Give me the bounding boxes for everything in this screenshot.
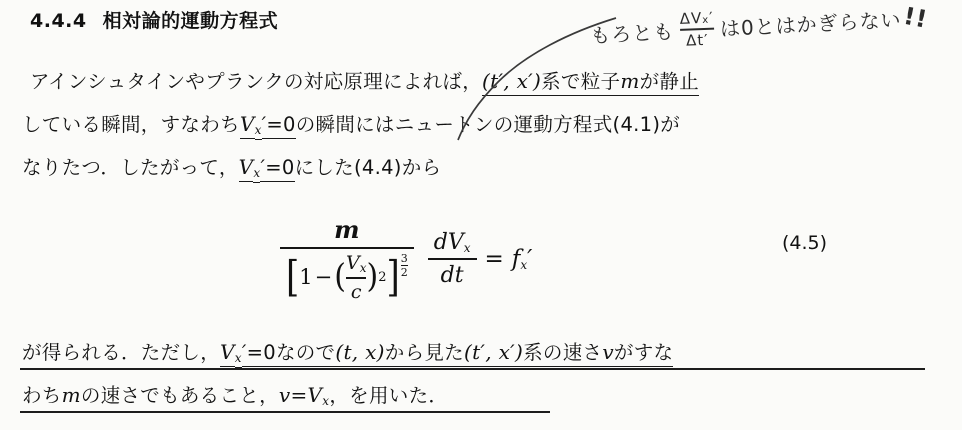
- derivative-d: d: [433, 229, 448, 255]
- p1l2-ref: (4.1): [612, 113, 661, 136]
- p1l2-var-V: V: [240, 112, 255, 139]
- ratio-V: V: [345, 252, 360, 274]
- ratio-numerator: [346, 252, 367, 275]
- p2l1-text-d: なので: [276, 341, 335, 367]
- p1l3-eqzero: =0: [265, 156, 294, 182]
- annotation-frac-numerator: [679, 9, 713, 28]
- p1l3-var-sub: x: [253, 166, 260, 183]
- p1l3-var-V: V: [239, 155, 254, 182]
- p1l3-ref: (4.4): [353, 156, 402, 179]
- p2l1-var-prime: ′: [242, 341, 247, 367]
- annotation-frac-num-sub: x: [702, 14, 710, 27]
- paragraph1-line1: [30, 66, 699, 94]
- handwritten-annotation: [589, 0, 928, 54]
- p2l1-var-sub: x: [235, 351, 242, 368]
- p1l1-text-a: アインシュタインやプランクの対応原理によれば，: [30, 70, 482, 93]
- ratio-V-sub: x: [359, 261, 367, 275]
- p2l1-speed-v: v: [602, 340, 614, 367]
- p1l2-var-sub: x: [255, 123, 262, 140]
- p2l2-text-a: わち: [22, 384, 62, 407]
- minus-sign: −: [314, 265, 333, 290]
- p1l2-eqzero: =0: [266, 113, 295, 139]
- p2l2-mass: m: [61, 383, 81, 407]
- p1l3-var-prime: ′: [260, 156, 265, 182]
- p1l2-text-f: が: [660, 113, 681, 136]
- p2l2-relation-sub: x: [322, 394, 330, 408]
- p1l3-text-f: から: [401, 156, 442, 179]
- p1l1-mass: m: [620, 69, 639, 96]
- annotation-frac-num-text: ΔV: [679, 9, 703, 28]
- equation-denominator: [280, 252, 414, 303]
- equals-sign: =: [484, 245, 504, 272]
- exponent-denominator: 2: [400, 265, 408, 279]
- p2l1-coords-primed: (t′, x′): [464, 340, 523, 367]
- derivative-V-sub: x: [463, 240, 471, 255]
- annotation-fraction: [679, 9, 714, 50]
- p2l1-coords-tx: (t, x): [335, 340, 384, 367]
- display-equation: [280, 215, 532, 303]
- rhs-prime: ′: [527, 245, 533, 272]
- paren-close: ): [366, 257, 379, 296]
- paragraph2-line1: [22, 337, 673, 365]
- p2l1-var-V: V: [220, 340, 235, 367]
- p1l3-text-a: なりたつ．したがって，: [22, 156, 239, 179]
- ratio-bar: [346, 277, 367, 279]
- section-title: 相対論的運動方程式: [102, 10, 279, 32]
- rhs-sub: x: [520, 257, 528, 272]
- bracket-open: [: [286, 252, 300, 303]
- p1l3-text-d: にした: [294, 156, 354, 179]
- annotation-text-before: もろとも: [589, 19, 675, 49]
- derivative-fraction: [428, 230, 477, 288]
- derivative-bar: [428, 258, 477, 260]
- annotation-frac-num-prime: ′: [708, 8, 714, 27]
- annotation-text-after: は0とはかぎらない: [719, 7, 903, 42]
- equation-main-fraction: [280, 215, 414, 303]
- paragraph1-line2: [22, 109, 680, 137]
- denominator-one: 1: [299, 265, 313, 290]
- p2l1-text-j: がすな: [614, 341, 673, 367]
- underline-stroke-1: [20, 368, 925, 370]
- p1l1-text-c: 系で粒子: [541, 70, 620, 96]
- equation-number: (4.5): [782, 232, 828, 254]
- p2l1-text-a: が得られる．ただし，: [22, 341, 221, 364]
- three-halves-exponent: [401, 252, 408, 279]
- p2l1-text-f: から見た: [385, 341, 464, 367]
- derivative-numerator: [428, 230, 477, 255]
- exponent-numerator: 3: [400, 251, 408, 265]
- paren-open: (: [334, 257, 346, 296]
- fraction-bar: [280, 247, 414, 249]
- underline-stroke-2: [20, 411, 550, 413]
- rhs-f: f: [511, 245, 521, 272]
- p1l1-text-e: が静止: [640, 70, 699, 96]
- p2l1-text-h: 系の速さ: [523, 341, 602, 367]
- p1l1-coords: (t′, x′): [482, 69, 541, 96]
- p2l2-text-e: ，を用いた．: [329, 384, 449, 407]
- derivative-V: V: [447, 229, 464, 255]
- p2l2-text-c: の速さでもあること，: [80, 384, 279, 407]
- square-exponent: 2: [378, 269, 387, 285]
- section-heading: [30, 6, 278, 33]
- paragraph2-line2: [22, 380, 448, 408]
- p1l2-text-d: の瞬間にはニュートンの運動方程式: [295, 113, 613, 136]
- p1l2-text-a: している瞬間，すなわち: [22, 113, 240, 136]
- p2l1-eqzero: =0: [247, 341, 276, 367]
- annotation-frac-denominator: Δt′: [685, 30, 709, 50]
- p2l2-relation: v=V: [278, 383, 323, 407]
- p1l2-var-prime: ′: [262, 113, 267, 139]
- section-number: 4.4.4: [30, 10, 87, 32]
- equation-rhs: [512, 246, 533, 272]
- derivative-denominator: dt: [440, 262, 464, 288]
- equation-numerator: m: [334, 215, 360, 244]
- ratio-c: c: [350, 280, 362, 303]
- annotation-exclamation: !!: [900, 1, 930, 34]
- bracket-close: ]: [386, 252, 400, 303]
- velocity-ratio-fraction: [346, 252, 367, 303]
- paragraph1-line3: [22, 152, 441, 180]
